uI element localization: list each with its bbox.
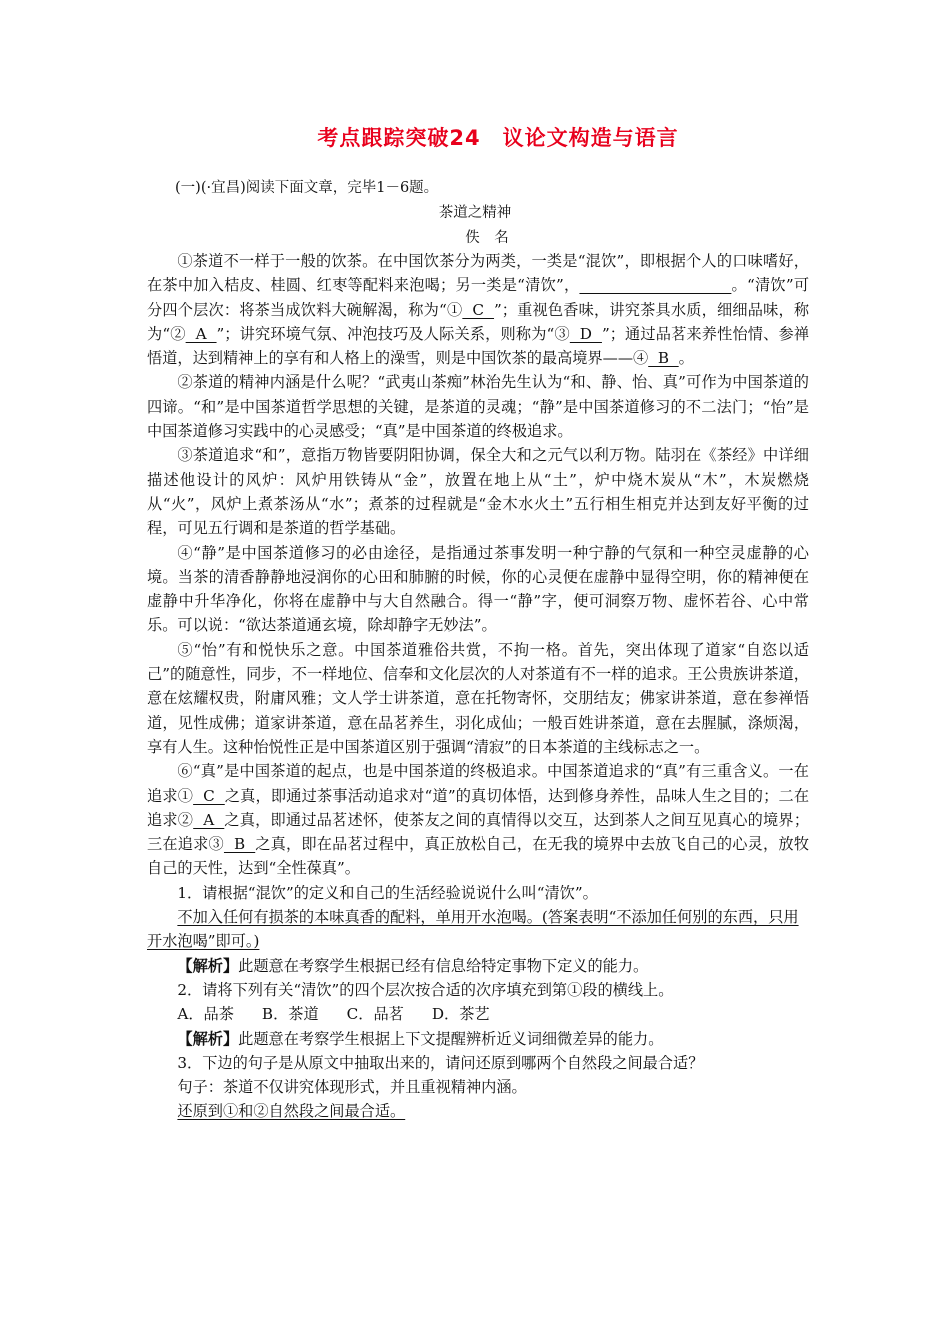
- question-1-answer-text: 不加入任何有损茶的本味真香的配料，单用开水泡喝。(答案表明“不添加任何别的东西，只用开水泡喝”即可。): [147, 908, 799, 951]
- analysis-text: 此题意在考察学生根据已经有信息给特定事物下定义的能力。: [238, 956, 649, 975]
- paragraph-1-text-f: 。: [678, 349, 694, 368]
- paragraph-4: ④“静”是中国茶道修习的必由途径，是指通过茶事发明一种宁静的气氛和一种空灵虚静的心境。当茶的清香静静地浸润你的心田和肺腑的时候，你的心灵便在虚静中显得空明，你的精神便在虚静中升华净化，你将在虚静中与大自然融合。得一“静”字，便可洞察万物、虚怀若谷、心中常乐。可以说：“欲达茶道通玄境，除却静字无妙法”。: [147, 543, 809, 635]
- p6-blank-2-answer: A: [193, 810, 225, 829]
- question-2-options: [147, 1002, 809, 1026]
- question-1-analysis: [147, 954, 809, 978]
- paragraph-6: [147, 759, 809, 880]
- paragraph-6-text-a: ⑥“真”是中国茶道的起点，也是中国茶道的终极追求。中国茶道追求的“真”有三重含义。一在追求①: [147, 762, 809, 805]
- article-body: [147, 249, 809, 1124]
- blank-1-answer: C: [462, 300, 495, 319]
- p6-blank-1-answer: C: [193, 786, 225, 805]
- paragraph-1-text-c: ”；重视色香味，讲究茶具水质，细细品味，称为“②: [147, 300, 810, 343]
- question-3: 3．下边的句子是从原文中抽取出来的，请问还原到哪两个自然段之间最合适？: [177, 1053, 704, 1072]
- paragraph-6-text-c: 之真，即通过品茗述怀，使茶友之间的真情得以交互，达到茶人之间互见真心的境界；三在追求③: [147, 810, 810, 854]
- question-1: 1．请根据“混饮”的定义和自己的生活经验说说什么叫“清饮”。: [177, 883, 598, 902]
- paragraph-5: ⑤“怡”有和悦快乐之意。中国茶道雅俗共赏，不拘一格。首先，突出体现了道家“自恣以适己”的随意性，同步，不一样地位、信奉和文化层次的人对茶道有不一样的追求。王公贵族讲茶道，意在炫耀权贵，附庸风雅；文人学士讲茶道，意在托物寄怀，交朋结友；佛家讲茶道，意在参禅悟道，见性成佛；道家讲茶道，意在品茗养生，羽化成仙；一般百姓讲茶道，意在去腥腻，涤烦渴，享有人生。这种怡悦性正是中国茶道区别于强调“清寂”的日本茶道的主线标志之一。: [147, 640, 809, 756]
- paragraph-1-text-b: 。“清饮”可分四个层次：将茶当成饮料大碗解渴，称为“①: [147, 276, 810, 319]
- page-title: 考点跟踪突破24 议论文构造与语言: [317, 126, 679, 150]
- analysis-text: 此题意在考察学生根据上下文提醒辨析近义词细微差异的能力。: [238, 1029, 664, 1048]
- paragraph-6-text-b: 之真，即通过茶事活动追求对“道”的真切体悟，达到修身养性，品味人生之目的；二在追求②: [147, 786, 810, 829]
- analysis-label: 【解析】: [177, 956, 239, 975]
- option-c: C．品茗: [346, 1005, 404, 1024]
- blank-2-answer: A: [185, 324, 217, 343]
- blank-qingyin-definition: ____________________: [579, 276, 732, 295]
- blank-3-answer: D: [569, 324, 602, 343]
- paragraph-1-text-e: ”；通过品茗来养性怡情、参禅悟道，达到精神上的享有和人格上的澡雪，则是中国饮茶的最高境界——④: [147, 324, 810, 368]
- paragraph-3: ③茶道追求“和”，意指万物皆要阴阳协调，保全大和之元气以利万物。陆羽在《茶经》中详细描述他设计的风炉：风炉用铁铸从“金”，放置在地上从“土”，炉中烧木炭从“木”，木炭燃烧从“火”，风炉上煮茶汤从“水”；煮茶的过程就是“金木水火土”五行相生相克并达到友好平衡的过程，可见五行调和是茶道的哲学基础。: [147, 446, 809, 538]
- option-a: A．品茶: [177, 1005, 234, 1024]
- p6-blank-3-answer: B: [223, 835, 256, 854]
- question-3-answer-text: 还原到①和②自然段之间最合适。: [177, 1102, 406, 1121]
- option-d: D．茶艺: [431, 1005, 490, 1024]
- question-2-analysis: [147, 1027, 809, 1051]
- question-2: 2．请将下列有关“清饮”的四个层次按合适的次序填充到第①段的横线上。: [177, 980, 674, 999]
- question-3-sentence: 句子：茶道不仅讲究体现形式，并且重视精神内涵。: [177, 1078, 527, 1097]
- paragraph-1: [147, 249, 809, 370]
- paragraph-1-text-a: ①茶道不一样于一般的饮茶。在中国饮茶分为两类，一类是“混饮”，即根据个人的口味嗜好，在茶中加入桔皮、桂圆、红枣等配料来泡喝；另一类是“清饮”，: [147, 252, 809, 295]
- question-3-answer: [147, 1099, 809, 1123]
- option-b: B．茶道: [261, 1005, 319, 1024]
- paragraph-1-text-d: ”；讲究环境气氛、冲泡技巧及人际关系，则称为“③: [216, 324, 570, 343]
- article-title: 茶道之精神: [438, 205, 512, 221]
- reading-instructions: (一)(·宜昌)阅读下面文章，完毕1－6题。: [175, 180, 439, 196]
- paragraph-2: ②茶道的精神内涵是什么呢？“武夷山茶痴”林治先生认为“和、静、怡、真”可作为中国茶道的四谛。“和”是中国茶道哲学思想的关键，是茶道的灵魂；“静”是中国茶道修习的不二法门；“怡”是中国茶道修习实践中的心灵感受；“真”是中国茶道的终极追求。: [147, 373, 809, 441]
- article-author: 佚 名: [465, 230, 509, 246]
- paragraph-6-text-d: 之真，即在品茗过程中，真正放松自己，在无我的境界中去放飞自己的心灵，放牧自己的天性，达到“全性葆真”。: [147, 835, 810, 878]
- blank-4-answer: B: [648, 349, 679, 368]
- question-1-answer: [147, 905, 809, 954]
- analysis-label: 【解析】: [177, 1029, 239, 1048]
